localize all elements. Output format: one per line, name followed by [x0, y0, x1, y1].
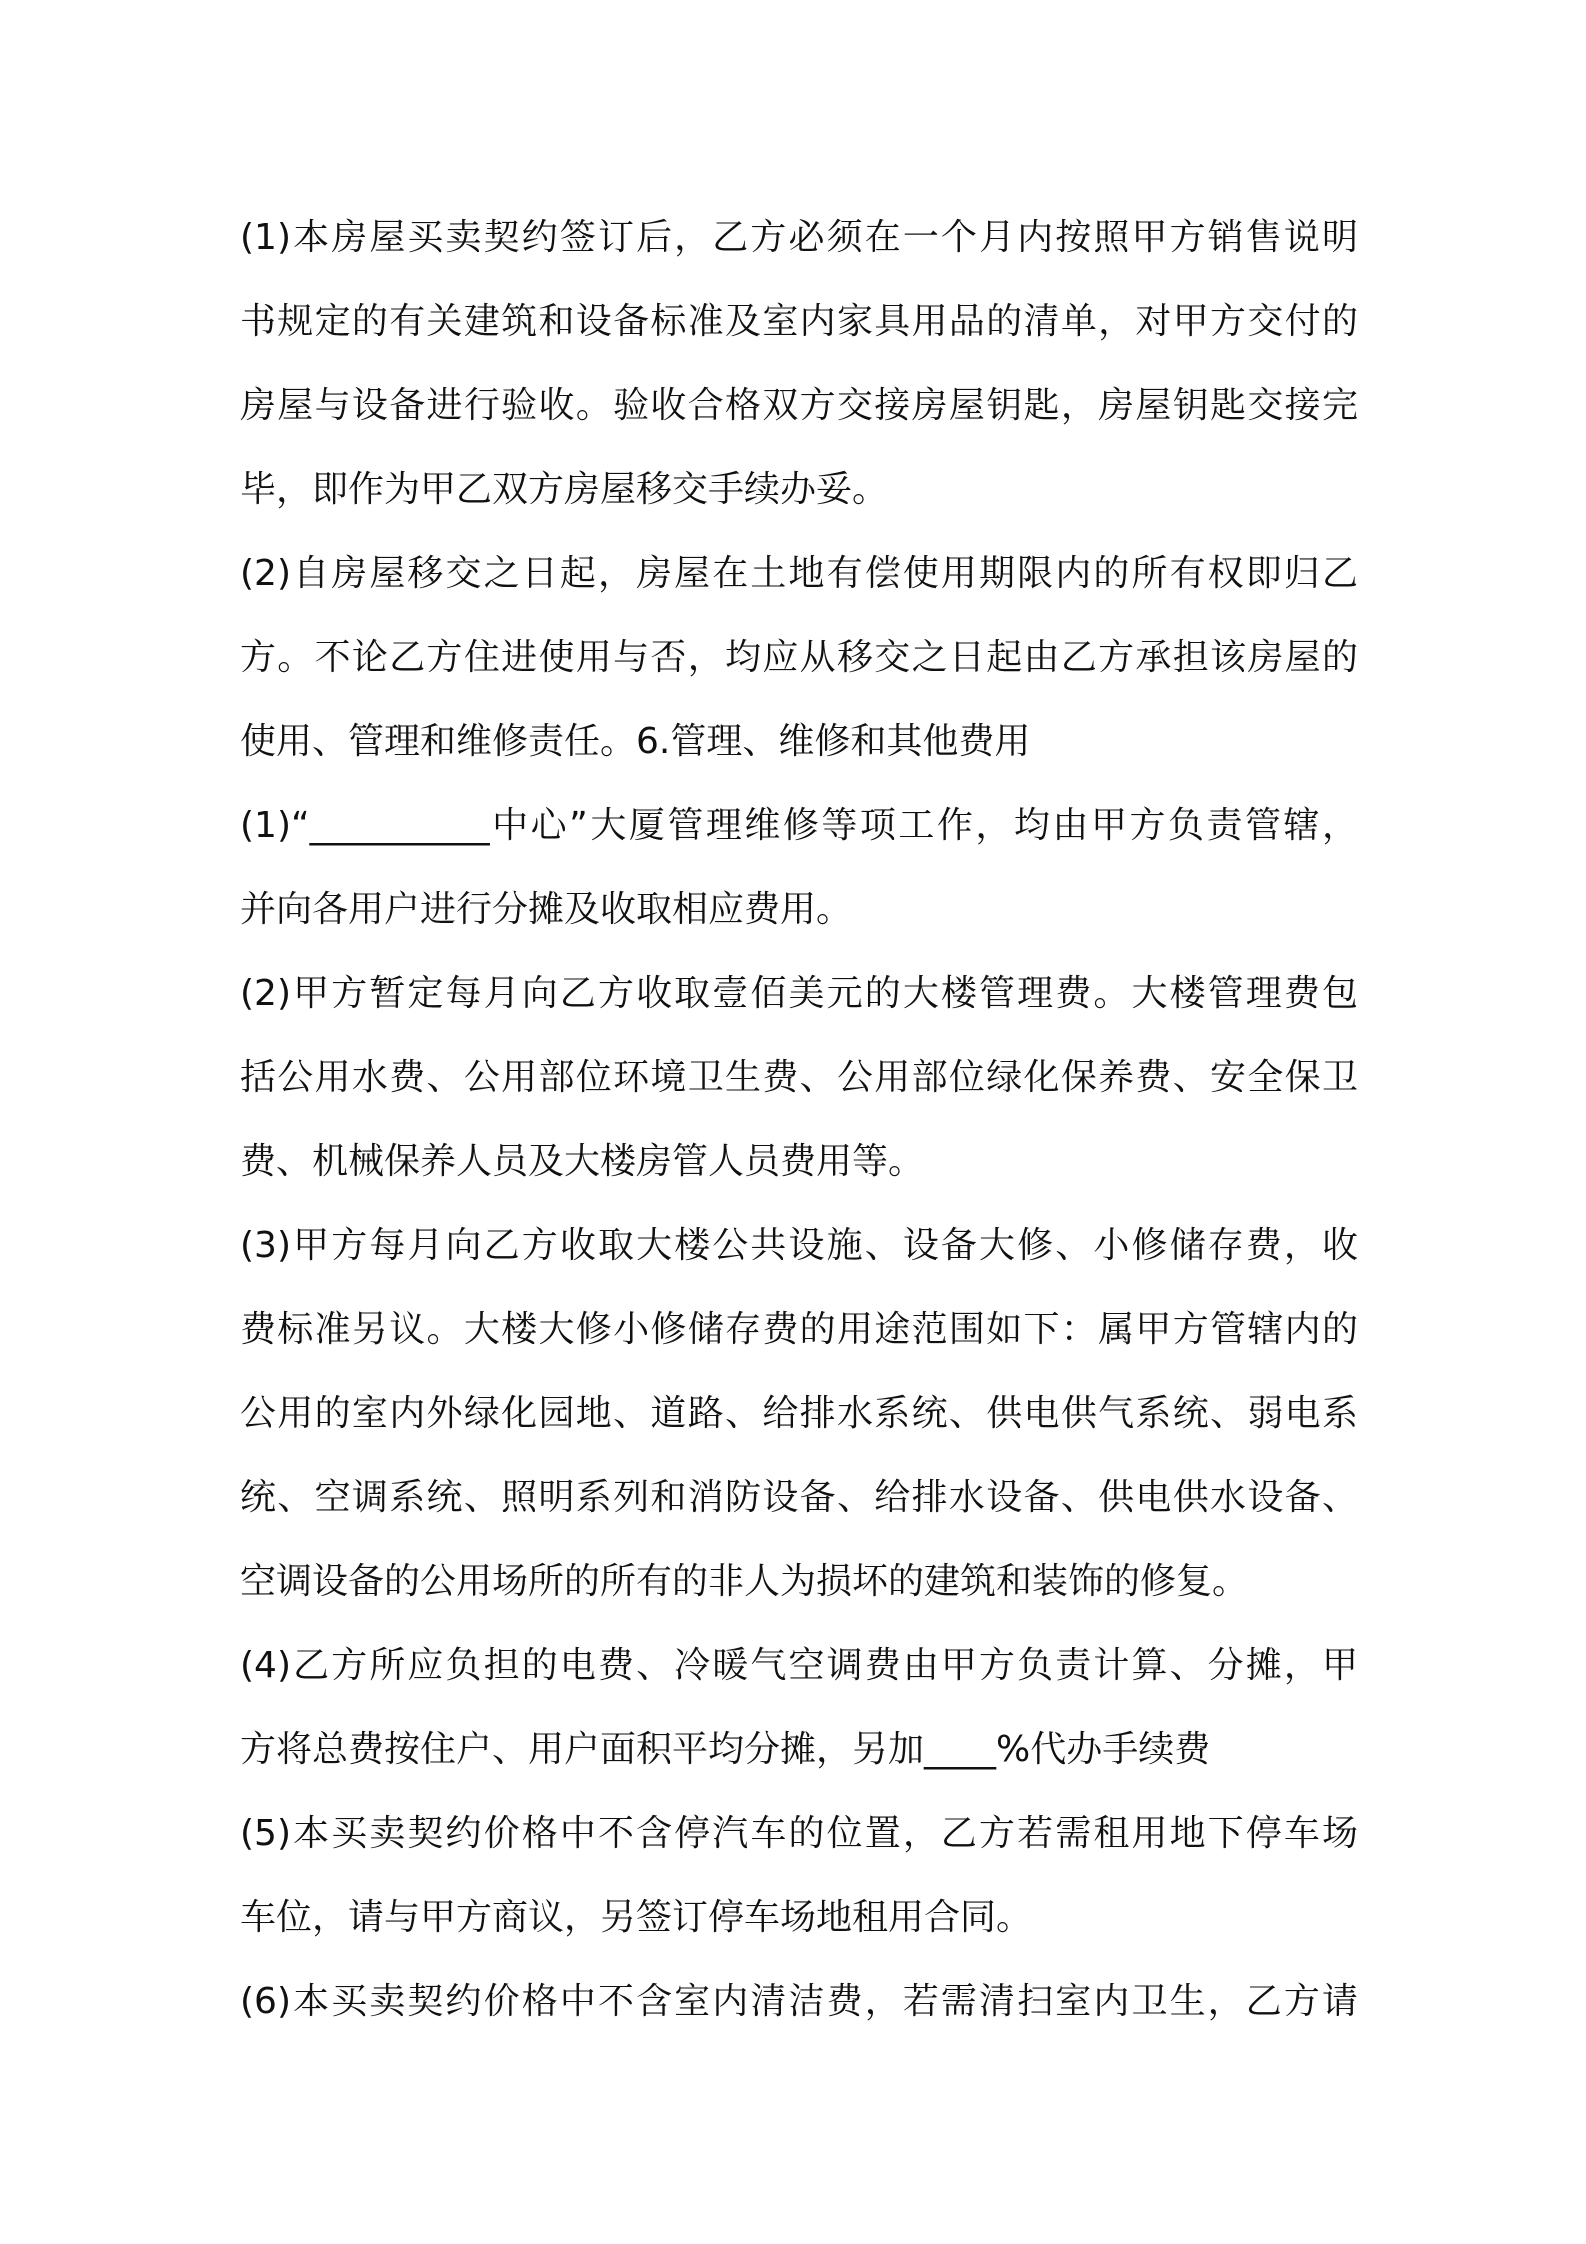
paragraph-4-line-1: (2)甲方暂定每月向乙方收取壹佰美元的大楼管理费。大楼管理费包: [240, 973, 1358, 1014]
paragraph-6-line-1: (4)乙方所应负担的电费、冷暖气空调费由甲方负责计算、分摊，甲: [240, 1645, 1358, 1686]
paragraph-3-line-2: 并向各用户进行分摊及收取相应费用。: [240, 889, 853, 930]
paragraph-1-line-2: 书规定的有关建筑和设备标准及室内家具用品的清单，对甲方交付的: [240, 301, 1358, 342]
paragraph-8-line-1: (6)本买卖契约价格中不含室内清洁费，若需清扫室内卫生，乙方请: [240, 1981, 1358, 2022]
paragraph-3-line-1: (1)“__________中心”大厦管理维修等项工作，均由甲方负责管辖，: [240, 805, 1358, 846]
paragraph-6-line-2: 方将总费按住户、用户面积平均分摊，另加____%代办手续费: [240, 1729, 1211, 1770]
paragraph-1-line-1: (1)本房屋买卖契约签订后，乙方必须在一个月内按照甲方销售说明: [240, 217, 1358, 258]
paragraph-5-line-1: (3)甲方每月向乙方收取大楼公共设施、设备大修、小修储存费，收: [240, 1225, 1358, 1266]
paragraph-7-line-2: 车位，请与甲方商议，另签订停车场地租用合同。: [240, 1897, 1033, 1938]
paragraph-2-line-1: (2)自房屋移交之日起，房屋在土地有偿使用期限内的所有权即归乙: [240, 553, 1358, 594]
paragraph-4-line-2: 括公用水费、公用部位环境卫生费、公用部位绿化保养费、安全保卫: [240, 1057, 1358, 1098]
paragraph-1-line-3: 房屋与设备进行验收。验收合格双方交接房屋钥匙，房屋钥匙交接完: [240, 385, 1358, 426]
paragraph-1-line-4: 毕，即作为甲乙双方房屋移交手续办妥。: [240, 469, 889, 510]
paragraph-2-line-3: 使用、管理和维修责任。6.管理、维修和其他费用: [240, 721, 1031, 762]
paragraph-5-line-5: 空调设备的公用场所的所有的非人为损坏的建筑和装饰的修复。: [240, 1561, 1249, 1602]
paragraph-5-line-4: 统、空调系统、照明系列和消防设备、给排水设备、供电供水设备、: [240, 1477, 1358, 1518]
paragraph-2-line-2: 方。不论乙方住进使用与否，均应从移交之日起由乙方承担该房屋的: [240, 637, 1358, 678]
paragraph-5-line-3: 公用的室内外绿化园地、道路、给排水系统、供电供气系统、弱电系: [240, 1393, 1358, 1434]
paragraph-5-line-2: 费标准另议。大楼大修小修储存费的用途范围如下：属甲方管辖内的: [240, 1309, 1358, 1350]
paragraph-7-line-1: (5)本买卖契约价格中不含停汽车的位置，乙方若需租用地下停车场: [240, 1813, 1358, 1854]
paragraph-4-line-3: 费、机械保养人员及大楼房管人员费用等。: [240, 1141, 925, 1182]
